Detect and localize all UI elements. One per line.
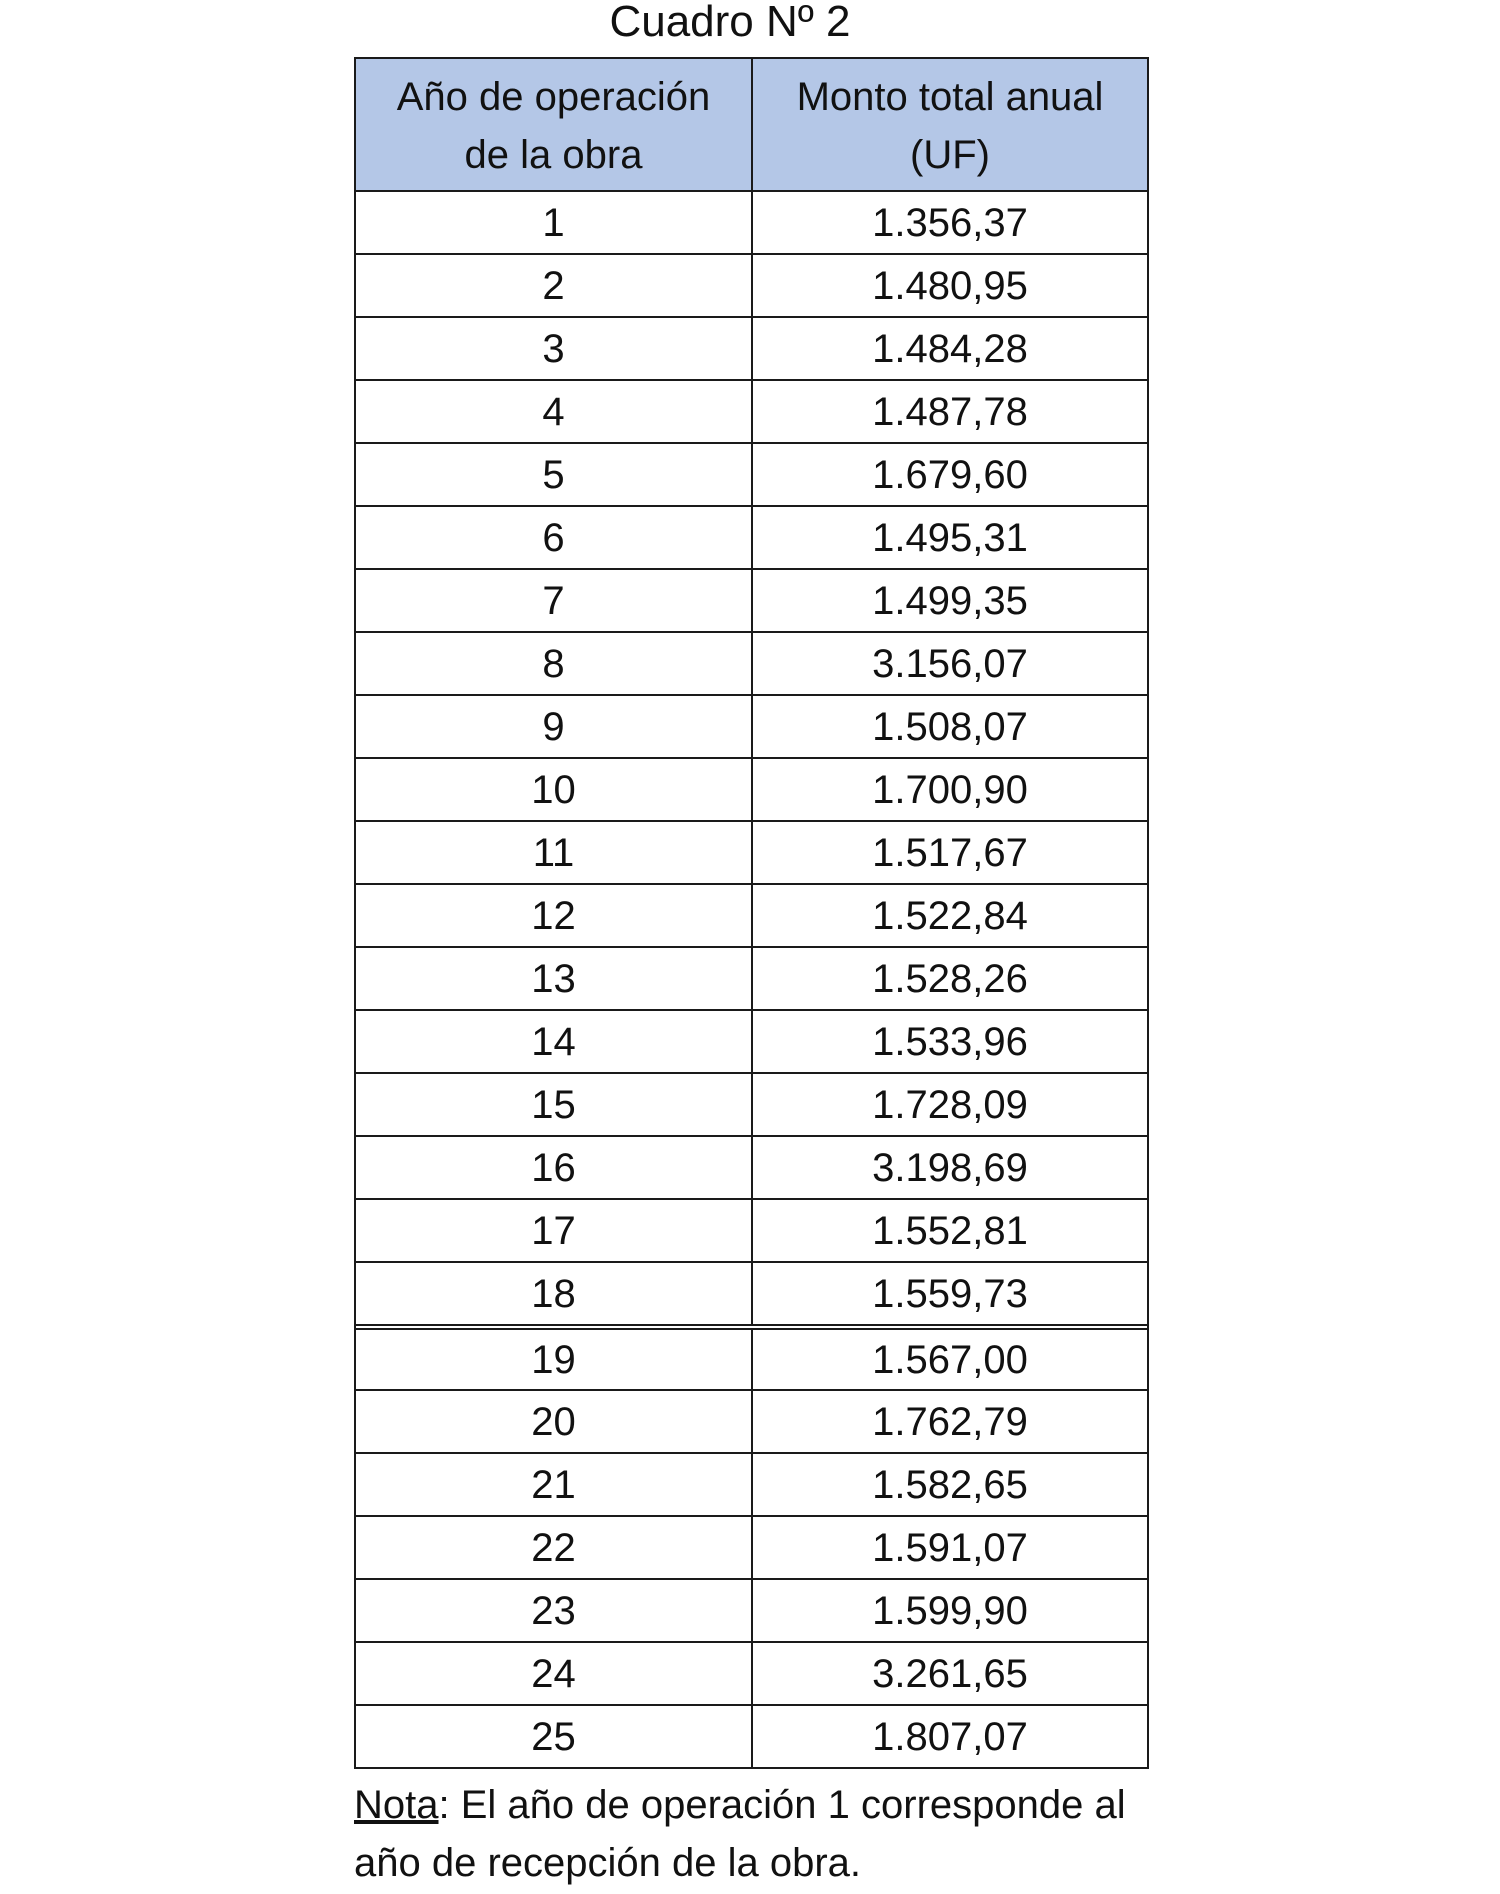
cell-year: 1	[356, 192, 753, 253]
cell-year: 7	[356, 570, 753, 631]
cell-amount: 1.679,60	[872, 452, 1028, 497]
cell-year: 10	[356, 759, 753, 820]
cell-year: 14	[356, 1011, 753, 1072]
cell-year: 19	[356, 1330, 753, 1389]
cell-year: 4	[356, 381, 753, 442]
table-row	[356, 1009, 1147, 1072]
table-row	[356, 883, 1147, 946]
cell-year: 17	[356, 1200, 753, 1261]
cell-year: 12	[356, 885, 753, 946]
table-body	[356, 190, 1147, 1767]
data-table	[354, 57, 1149, 1769]
cell-amount: 1.487,78	[872, 389, 1028, 434]
cell-year: 20	[356, 1391, 753, 1452]
cell-amount: 1.480,95	[872, 263, 1028, 308]
cell-amount: 1.508,07	[872, 704, 1028, 749]
cell-year: 11	[356, 822, 753, 883]
cell-amount: 1.807,07	[872, 1714, 1028, 1759]
cell-amount: 1.522,84	[872, 893, 1028, 938]
cell-year: 18	[356, 1263, 753, 1324]
table-row	[356, 1389, 1147, 1452]
cell-amount: 3.156,07	[872, 641, 1028, 686]
cell-amount: 1.599,90	[872, 1588, 1028, 1633]
cell-amount: 3.261,65	[872, 1651, 1028, 1696]
table-row	[356, 820, 1147, 883]
cell-amount: 1.582,65	[872, 1462, 1028, 1507]
cell-amount: 1.700,90	[872, 767, 1028, 812]
table-row	[356, 1198, 1147, 1261]
cell-amount: 1.517,67	[872, 830, 1028, 875]
table-row	[356, 1324, 1147, 1389]
table-row	[356, 505, 1147, 568]
table-row	[356, 316, 1147, 379]
table-row	[356, 946, 1147, 1009]
note-label: Nota	[354, 1783, 439, 1827]
table-row	[356, 1452, 1147, 1515]
cell-amount: 1.499,35	[872, 578, 1028, 623]
table-title: Cuadro Nº 2	[609, 0, 851, 46]
table-row	[356, 190, 1147, 253]
cell-year: 24	[356, 1643, 753, 1704]
cell-year: 5	[356, 444, 753, 505]
table-row	[356, 1578, 1147, 1641]
table-row	[356, 379, 1147, 442]
header-year-of-operation: Año de operación de la obra	[356, 59, 753, 190]
table-note	[354, 1776, 1164, 1892]
table-row	[356, 757, 1147, 820]
cell-amount: 1.484,28	[872, 326, 1028, 371]
table-row	[356, 253, 1147, 316]
cell-year: 23	[356, 1580, 753, 1641]
table-row	[356, 1515, 1147, 1578]
header-annual-total-amount: Monto total anual (UF)	[796, 74, 1104, 177]
cell-amount: 1.559,73	[872, 1271, 1028, 1316]
note-text: : El año de operación 1 corresponde al año de recepción de la obra.	[354, 1783, 1126, 1885]
table-row	[356, 1704, 1147, 1767]
table-row	[356, 1135, 1147, 1198]
cell-year: 3	[356, 318, 753, 379]
cell-year: 8	[356, 633, 753, 694]
cell-year: 15	[356, 1074, 753, 1135]
table-row	[356, 1641, 1147, 1704]
table-row	[356, 442, 1147, 505]
table-row	[356, 1072, 1147, 1135]
cell-amount: 1.762,79	[872, 1399, 1028, 1444]
cell-amount: 1.495,31	[872, 515, 1028, 560]
cell-year: 16	[356, 1137, 753, 1198]
cell-amount: 1.552,81	[872, 1208, 1028, 1253]
cell-year: 13	[356, 948, 753, 1009]
cell-year: 21	[356, 1454, 753, 1515]
cell-amount: 1.591,07	[872, 1525, 1028, 1570]
cell-amount: 1.533,96	[872, 1019, 1028, 1064]
table-row	[356, 568, 1147, 631]
table-row	[356, 1261, 1147, 1324]
cell-amount: 3.198,69	[872, 1145, 1028, 1190]
cell-year: 6	[356, 507, 753, 568]
cell-amount: 1.567,00	[872, 1337, 1028, 1382]
cell-amount: 1.356,37	[872, 200, 1028, 245]
cell-year: 25	[356, 1706, 753, 1767]
cell-amount: 1.728,09	[872, 1082, 1028, 1127]
cell-amount: 1.528,26	[872, 956, 1028, 1001]
cell-year: 9	[356, 696, 753, 757]
cell-year: 2	[356, 255, 753, 316]
table-row	[356, 694, 1147, 757]
table-header-row	[356, 59, 1147, 190]
table-row	[356, 631, 1147, 694]
cell-year: 22	[356, 1517, 753, 1578]
